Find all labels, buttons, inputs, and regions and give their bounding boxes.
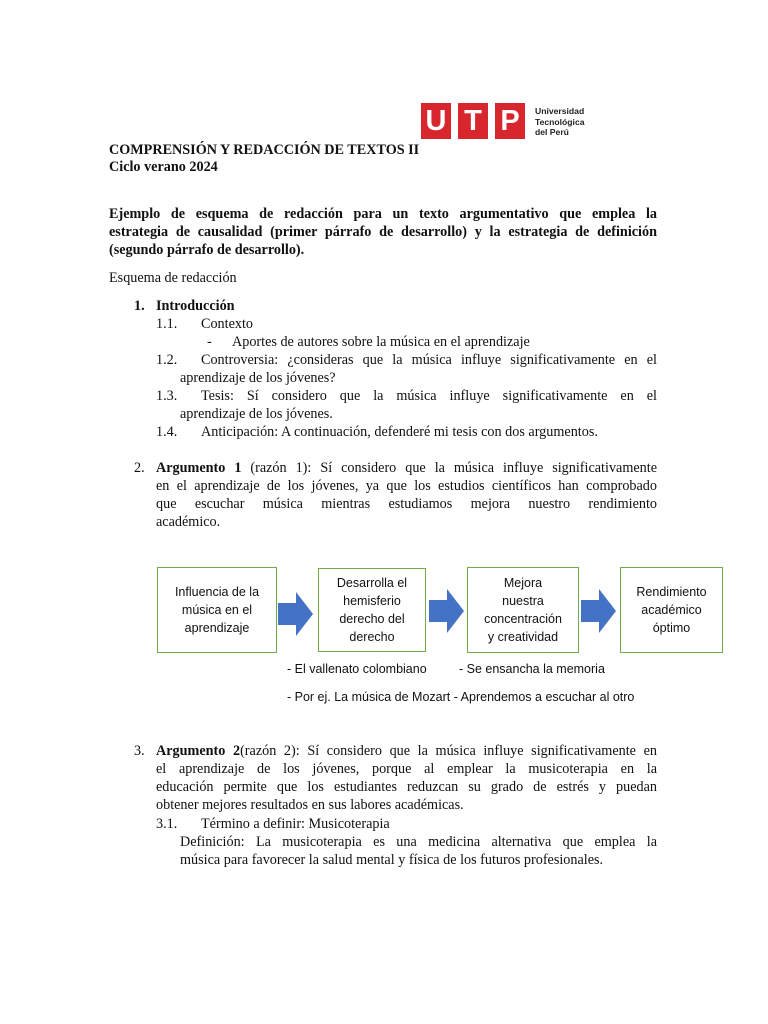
item-controversy-cont: aprendizaje de los jóvenes? <box>180 370 336 386</box>
section3-line: educación permite que los estudiantes reduzcan su grado de estrés y puedan <box>156 779 657 795</box>
item-context-detail: Aportes de autores sobre la música en el aprendizaje <box>232 334 530 350</box>
section1-title: Introducción <box>156 298 235 314</box>
intro-paragraph: Ejemplo de esquema de redacción para un texto argumentativo que emplea la estrategia de causalidad (primer párrafo de desarrollo) y la estrategia de definición (segundo párrafo de desarrollo). <box>109 206 657 258</box>
flow-box-hemisphere: Desarrolla el hemisferio derecho del derecho <box>318 568 426 652</box>
section2-number: 2. <box>134 460 145 476</box>
item-thesis: Tesis: Sí considero que la música influye significativamente en el <box>201 388 657 404</box>
section2-line: que escuchar música mientras estudiamos mejora nuestro rendimiento <box>156 496 657 512</box>
item-context: Contexto <box>201 316 254 332</box>
section1-number: 1. <box>134 298 145 314</box>
course-title: COMPRENSIÓN Y REDACCIÓN DE TEXTOS II <box>109 142 420 158</box>
item-number: 1.4. <box>156 424 178 440</box>
section3-number: 3. <box>134 743 145 759</box>
logo-letter-t: T <box>458 103 488 139</box>
section3-line1: Argumento 2(razón 2): Sí considero que la música influye significativamente en <box>156 743 657 759</box>
course-cycle: Ciclo verano 2024 <box>109 159 218 175</box>
flow-note-memory: - Se ensancha la memoria <box>459 662 605 676</box>
flow-note-vallenato: - El vallenato colombiano <box>287 662 427 676</box>
term-to-define: Término a definir: Musicoterapia <box>201 816 390 832</box>
flow-arrow-icon <box>429 589 465 633</box>
item-thesis-cont: aprendizaje de los jóvenes. <box>180 406 333 422</box>
definition-line: música para favorecer la salud mental y física de los futuros profesionales. <box>180 852 604 868</box>
definition-line: Definición: La musicoterapia es una medicina alternativa que emplea la <box>180 834 657 850</box>
logo-letter-p: P <box>495 103 525 139</box>
section2-line: en el aprendizaje de los jóvenes, ya que los estudios científicos han comprobado <box>156 478 657 494</box>
flow-note-mozart: - Por ej. La música de Mozart - Aprendemos a escuchar al otro <box>287 690 635 704</box>
section3-line: obtener mejores resultados en sus labores académicas. <box>156 797 464 813</box>
flow-box-influence: Influencia de la música en el aprendizaje <box>157 567 277 653</box>
item-number: 1.1. <box>156 316 178 332</box>
logo-letter-u: U <box>421 103 451 139</box>
flow-box-performance: Rendimiento académico óptimo <box>620 567 723 653</box>
item-number: 1.2. <box>156 352 178 368</box>
flow-arrow-icon <box>278 592 314 636</box>
item-anticipation: Anticipación: A continuación, defenderé mi tesis con dos argumentos. <box>201 424 598 440</box>
item-controversy: Controversia: ¿consideras que la música influye significativamente en el <box>201 352 657 368</box>
bullet-dash: - <box>207 334 212 350</box>
scheme-title: Esquema de redacción <box>109 270 237 286</box>
section2-line1: Argumento 1 (razón 1): Sí considero que la música influye significativamente <box>156 460 657 476</box>
section3-line: el aprendizaje de los jóvenes, porque al emplear la musicoterapia en la <box>156 761 657 777</box>
item-number: 3.1. <box>156 816 178 832</box>
flow-arrow-icon <box>581 589 617 633</box>
flow-box-concentration: Mejora nuestra concentración y creatividad <box>467 567 579 653</box>
section2-line: académico. <box>156 514 221 530</box>
item-number: 1.3. <box>156 388 178 404</box>
logo-university-name: Universidad Tecnológica del Perú <box>535 106 585 137</box>
